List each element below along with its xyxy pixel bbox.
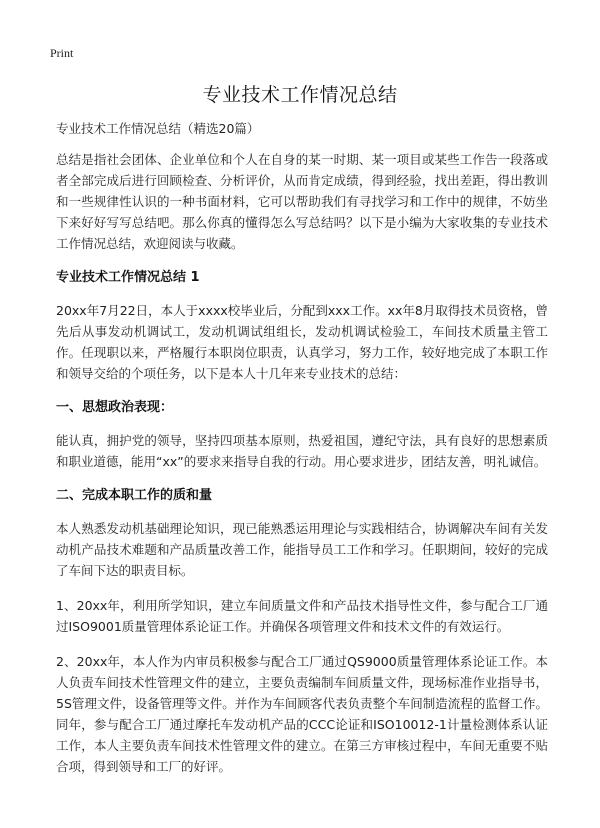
list-item: 1、20xx年，利用所学知识，建立车间质量文件和产品技术指导性文件，参与配合工厂通过ISO9001质量管理体系论证工作。并确保各项管理文件和技术文件的有效运行。 [56,598,548,634]
quality-heading: 二、完成本职工作的质和量 [56,488,213,503]
document-body [56,118,548,791]
document-subtitle: 专业技术工作情况总结（精选20篇） [56,121,260,136]
intro-paragraph: 总结是指社会团体、企业单位和个人在自身的某一时期、某一项目或某些工作告一段落或者全部完成后进行回顾检查、分析评价，从而肯定成绩，得到经验，找出差距，得出教训和一些规律性认识的一种书面材料，它可以帮助我们有寻找学习和工作中的规律，不妨坐下来好好写写总结吧。那么你真的懂得怎么写总结吗？以下是小编为大家收集的专业技术工作情况总结，欢迎阅读与收藏。 [56,152,548,251]
section-1-heading: 专业技术工作情况总结 1 [56,270,200,285]
print-label[interactable]: Print [50,46,74,60]
quality-paragraph: 本人熟悉发动机基础理论知识，现已能熟悉运用理论与实践相结合，协调解决车间有关发动机产品技术难题和产品质量改善工作，能指导员工工作和学习。任职期间，较好的完成了车间下达的职责目标。 [56,521,548,578]
politics-paragraph: 能认真，拥护党的领导，坚持四项基本原则，热爱祖国，遵纪守法，具有良好的思想素质和职业道德，能用“xx”的要求来指导自我的行动。用心要求进步，团结友善，明礼诚信。 [56,433,548,469]
politics-heading: 一、思想政治表现： [56,400,174,415]
list-item: 2、20xx年，本人作为内审员积极参与配合工厂通过QS9000质量管理体系论证工作。本人负责车间技术性管理文件的建立，主要负责编制车间质量文件，现场标准作业指导书，5S管理文件，设备管理等文件。并作为车间顾客代表负责整个车间制造流程的监督工作。同年，参与配合工厂通过摩托车发动机产品的CCC论证和ISO10012-1计量检测体系认证工作，本人主要负责车间技术性管理文件的建立。在第三方审核过程中，车间无重要不贴合项，得到领导和工厂的好评。 [56,654,548,774]
section-1-paragraph: 20xx年7月22日，本人于xxxx校毕业后，分配到xxx工作。xx年8月取得技术员资格，曾先后从事发动机调试工，发动机调试组组长，发动机调试检验工，车间技术质量主管工作。任现职以来，严格履行本职岗位职责，认真学习，努力工作，较好地完成了本职工作和领导交给的个项任务，以下是本人十几年来专业技术的总结： [56,303,548,381]
document-title: 专业技术工作情况总结 [202,84,398,106]
